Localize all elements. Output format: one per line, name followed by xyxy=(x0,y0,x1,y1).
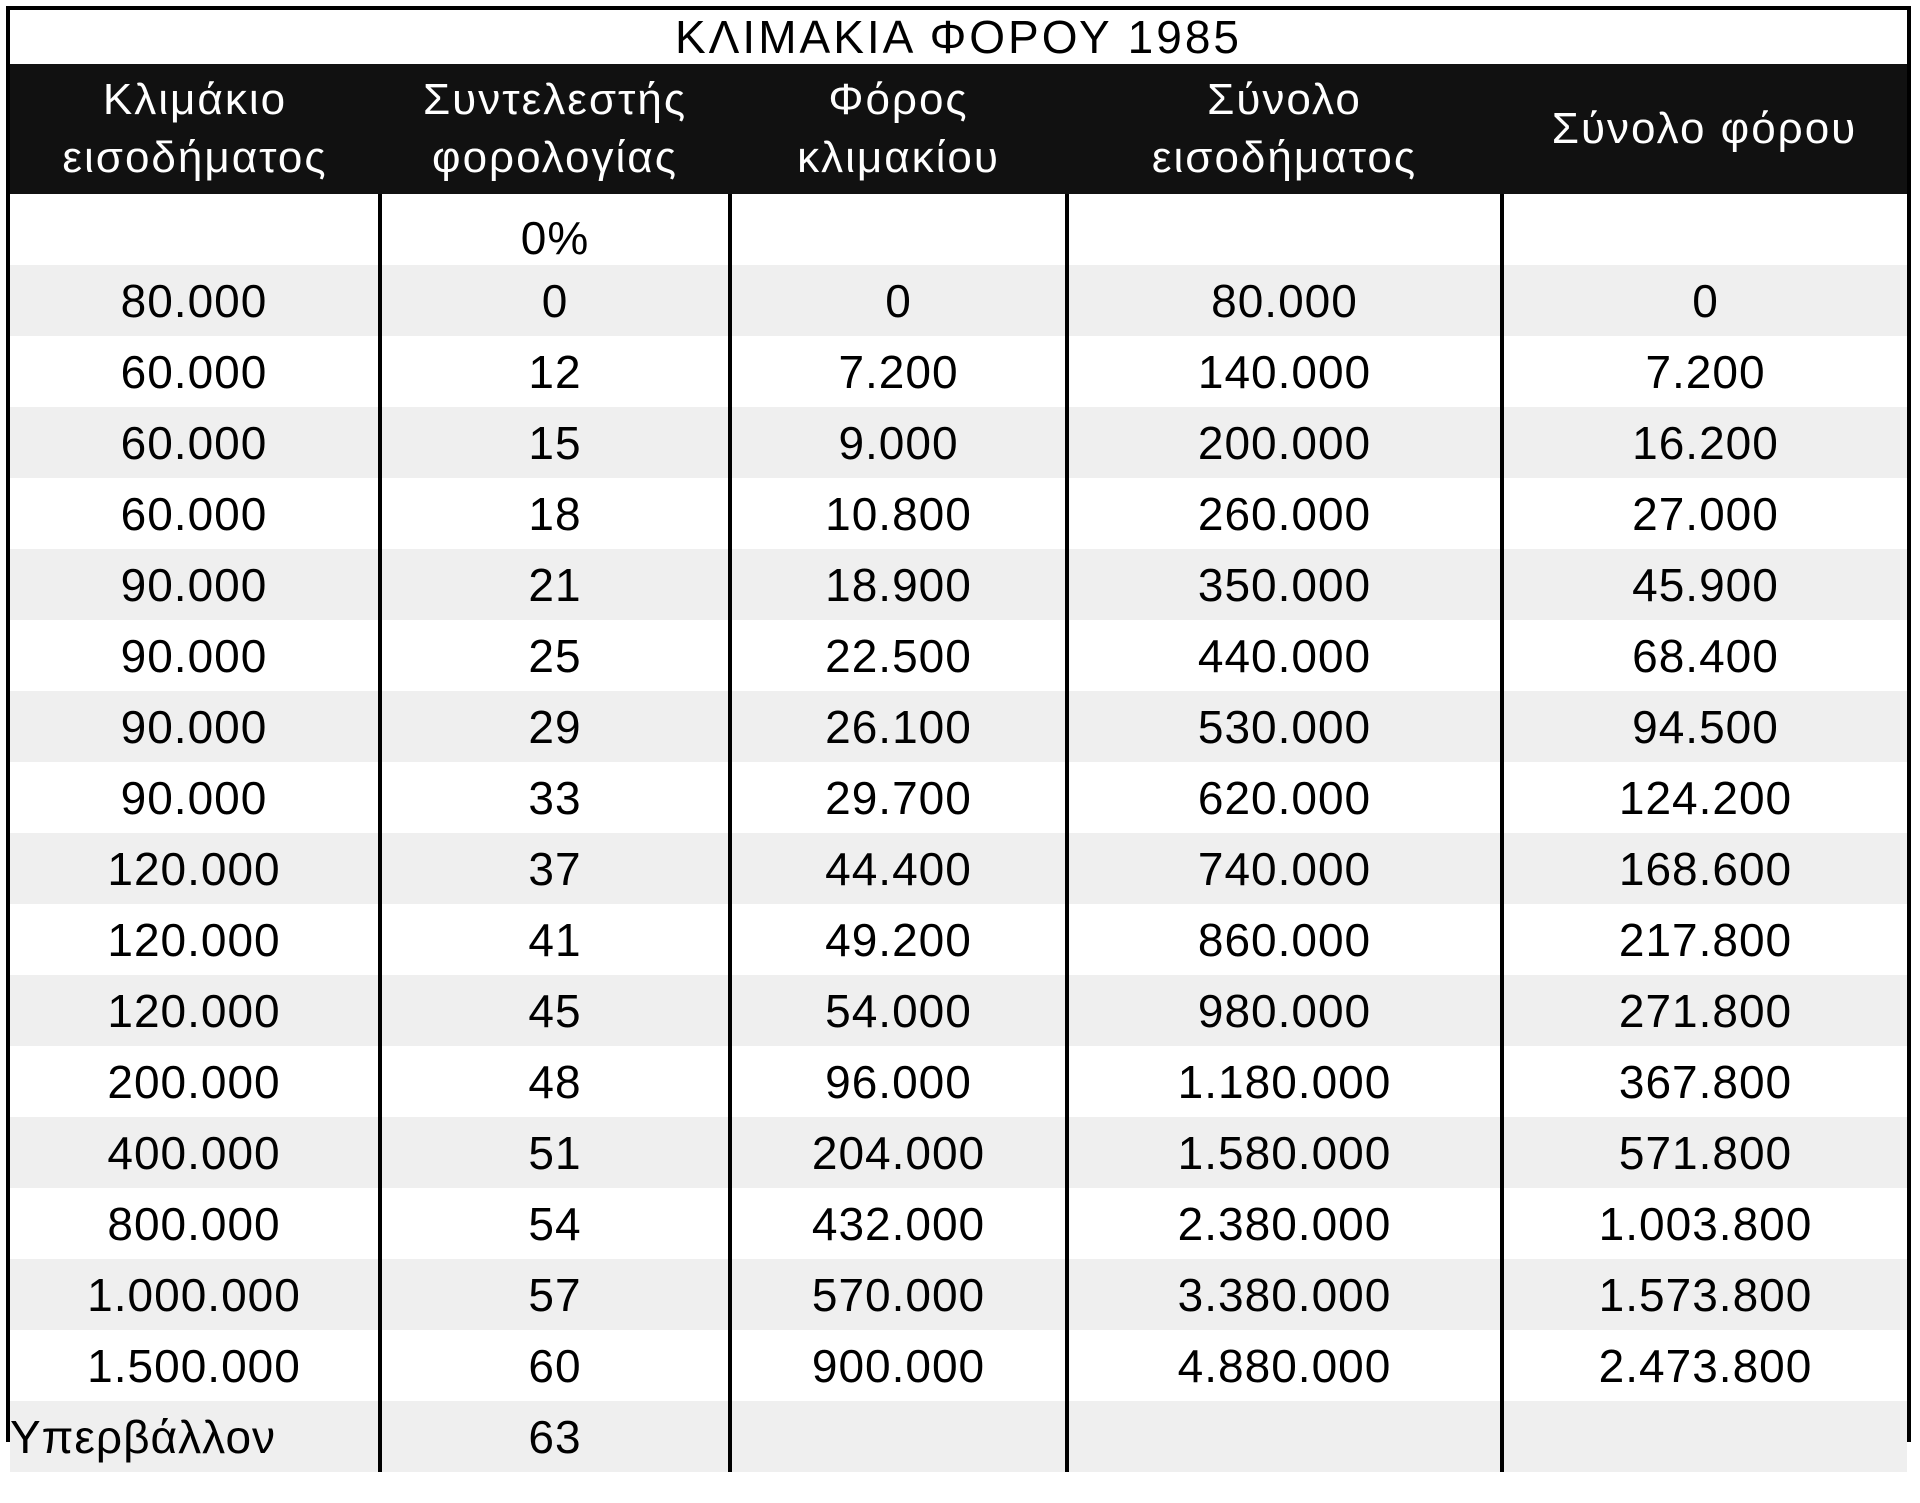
cell-income-bracket: 60.000 xyxy=(10,478,380,549)
table-body xyxy=(10,194,1907,1472)
cell-bracket-tax: 49.200 xyxy=(730,904,1067,975)
cell-income-bracket: 120.000 xyxy=(10,904,380,975)
cell-income-bracket: Υπερβάλλον xyxy=(10,1401,380,1472)
cell-income-bracket xyxy=(10,194,380,265)
header-text: Σύνολο xyxy=(1207,75,1362,124)
cell-total-tax: 571.800 xyxy=(1502,1117,1907,1188)
cell-income-bracket: 120.000 xyxy=(10,833,380,904)
cell-total-income: 860.000 xyxy=(1067,904,1502,975)
table-row xyxy=(10,904,1907,975)
table-row xyxy=(10,1259,1907,1330)
cell-income-bracket: 60.000 xyxy=(10,336,380,407)
header-text: Σύνολο φόρου xyxy=(1551,104,1858,153)
cell-bracket-tax: 432.000 xyxy=(730,1188,1067,1259)
table-row xyxy=(10,1401,1907,1472)
cell-bracket-tax: 9.000 xyxy=(730,407,1067,478)
header-text: εισοδήματος xyxy=(62,133,328,182)
table-row xyxy=(10,620,1907,691)
cell-total-tax: 0 xyxy=(1502,265,1907,336)
cell-income-bracket: 1.000.000 xyxy=(10,1259,380,1330)
table-row xyxy=(10,1188,1907,1259)
cell-income-bracket: 60.000 xyxy=(10,407,380,478)
cell-total-tax: 367.800 xyxy=(1502,1046,1907,1117)
table-row xyxy=(10,975,1907,1046)
cell-total-tax xyxy=(1502,1401,1907,1472)
cell-total-income: 4.880.000 xyxy=(1067,1330,1502,1401)
cell-total-tax: 1.003.800 xyxy=(1502,1188,1907,1259)
cell-total-income: 350.000 xyxy=(1067,549,1502,620)
cell-bracket-tax: 10.800 xyxy=(730,478,1067,549)
cell-tax-rate: 15 xyxy=(380,407,730,478)
cell-bracket-tax: 0 xyxy=(730,265,1067,336)
cell-bracket-tax xyxy=(730,1401,1067,1472)
cell-income-bracket: 800.000 xyxy=(10,1188,380,1259)
cell-total-tax: 94.500 xyxy=(1502,691,1907,762)
cell-bracket-tax: 22.500 xyxy=(730,620,1067,691)
cell-tax-rate: 0 xyxy=(380,265,730,336)
cell-tax-rate: 37 xyxy=(380,833,730,904)
tax-brackets-table xyxy=(10,64,1907,1472)
table-row xyxy=(10,265,1907,336)
table-row xyxy=(10,336,1907,407)
cell-total-income: 140.000 xyxy=(1067,336,1502,407)
cell-total-tax: 1.573.800 xyxy=(1502,1259,1907,1330)
cell-total-income: 620.000 xyxy=(1067,762,1502,833)
table-row xyxy=(10,762,1907,833)
cell-bracket-tax: 7.200 xyxy=(730,336,1067,407)
cell-tax-rate: 45 xyxy=(380,975,730,1046)
cell-bracket-tax: 570.000 xyxy=(730,1259,1067,1330)
cell-total-income: 1.580.000 xyxy=(1067,1117,1502,1188)
cell-tax-rate: 57 xyxy=(380,1259,730,1330)
cell-total-income: 980.000 xyxy=(1067,975,1502,1046)
cell-total-income: 530.000 xyxy=(1067,691,1502,762)
table-row xyxy=(10,194,1907,265)
table-row xyxy=(10,478,1907,549)
table-row xyxy=(10,1046,1907,1117)
cell-total-tax: 2.473.800 xyxy=(1502,1330,1907,1401)
cell-tax-rate: 60 xyxy=(380,1330,730,1401)
cell-tax-rate: 18 xyxy=(380,478,730,549)
header-text: κλιμακίου xyxy=(797,133,1000,182)
cell-total-income: 80.000 xyxy=(1067,265,1502,336)
cell-total-income: 200.000 xyxy=(1067,407,1502,478)
cell-total-tax: 27.000 xyxy=(1502,478,1907,549)
cell-total-income xyxy=(1067,1401,1502,1472)
cell-total-income xyxy=(1067,194,1502,265)
cell-income-bracket: 90.000 xyxy=(10,620,380,691)
cell-tax-rate: 21 xyxy=(380,549,730,620)
cell-bracket-tax: 44.400 xyxy=(730,833,1067,904)
cell-total-tax: 7.200 xyxy=(1502,336,1907,407)
header-text: Συντελεστής xyxy=(422,75,688,124)
tax-brackets-table-frame xyxy=(6,6,1911,1463)
cell-total-income: 2.380.000 xyxy=(1067,1188,1502,1259)
cell-bracket-tax: 204.000 xyxy=(730,1117,1067,1188)
cell-tax-rate: 48 xyxy=(380,1046,730,1117)
cell-total-income: 3.380.000 xyxy=(1067,1259,1502,1330)
cell-bracket-tax xyxy=(730,194,1067,265)
cell-income-bracket: 90.000 xyxy=(10,549,380,620)
table-header xyxy=(10,64,1907,194)
cell-total-tax: 271.800 xyxy=(1502,975,1907,1046)
cell-total-income: 740.000 xyxy=(1067,833,1502,904)
header-text: εισοδήματος xyxy=(1151,133,1418,182)
cell-total-income: 260.000 xyxy=(1067,478,1502,549)
cell-total-tax xyxy=(1502,194,1907,265)
cell-total-tax: 16.200 xyxy=(1502,407,1907,478)
cell-bracket-tax: 18.900 xyxy=(730,549,1067,620)
cell-bracket-tax: 26.100 xyxy=(730,691,1067,762)
table-row xyxy=(10,1117,1907,1188)
header-text: φορολογίας xyxy=(432,133,678,182)
cell-income-bracket: 80.000 xyxy=(10,265,380,336)
cell-bracket-tax: 29.700 xyxy=(730,762,1067,833)
table-row xyxy=(10,407,1907,478)
cell-income-bracket: 1.500.000 xyxy=(10,1330,380,1401)
table-title: ΚΛΙΜΑΚΙΑ ΦΟΡΟΥ 1985 xyxy=(10,10,1907,64)
cell-tax-rate: 33 xyxy=(380,762,730,833)
cell-bracket-tax: 96.000 xyxy=(730,1046,1067,1117)
table-row xyxy=(10,833,1907,904)
cell-tax-rate: 63 xyxy=(380,1401,730,1472)
cell-bracket-tax: 900.000 xyxy=(730,1330,1067,1401)
cell-total-income: 1.180.000 xyxy=(1067,1046,1502,1117)
cell-income-bracket: 120.000 xyxy=(10,975,380,1046)
cell-total-tax: 124.200 xyxy=(1502,762,1907,833)
cell-tax-rate: 25 xyxy=(380,620,730,691)
cell-income-bracket: 400.000 xyxy=(10,1117,380,1188)
header-text: Κλιμάκιο xyxy=(102,75,288,124)
cell-tax-rate: 54 xyxy=(380,1188,730,1259)
header-total-tax xyxy=(1502,64,1907,194)
cell-total-income: 440.000 xyxy=(1067,620,1502,691)
table-row xyxy=(10,549,1907,620)
header-bracket-tax xyxy=(730,64,1067,194)
header-row xyxy=(10,64,1907,194)
cell-income-bracket: 90.000 xyxy=(10,762,380,833)
cell-tax-rate: 0% xyxy=(380,194,730,265)
cell-tax-rate: 51 xyxy=(380,1117,730,1188)
cell-tax-rate: 12 xyxy=(380,336,730,407)
header-total-income xyxy=(1067,64,1502,194)
cell-total-tax: 68.400 xyxy=(1502,620,1907,691)
cell-total-tax: 217.800 xyxy=(1502,904,1907,975)
header-text: Φόρος xyxy=(828,75,969,124)
cell-income-bracket: 90.000 xyxy=(10,691,380,762)
header-tax-rate xyxy=(380,64,730,194)
table-row xyxy=(10,1330,1907,1401)
cell-total-tax: 168.600 xyxy=(1502,833,1907,904)
table-row xyxy=(10,691,1907,762)
header-income-bracket xyxy=(10,64,380,194)
cell-bracket-tax: 54.000 xyxy=(730,975,1067,1046)
cell-tax-rate: 41 xyxy=(380,904,730,975)
cell-tax-rate: 29 xyxy=(380,691,730,762)
cell-income-bracket: 200.000 xyxy=(10,1046,380,1117)
cell-total-tax: 45.900 xyxy=(1502,549,1907,620)
